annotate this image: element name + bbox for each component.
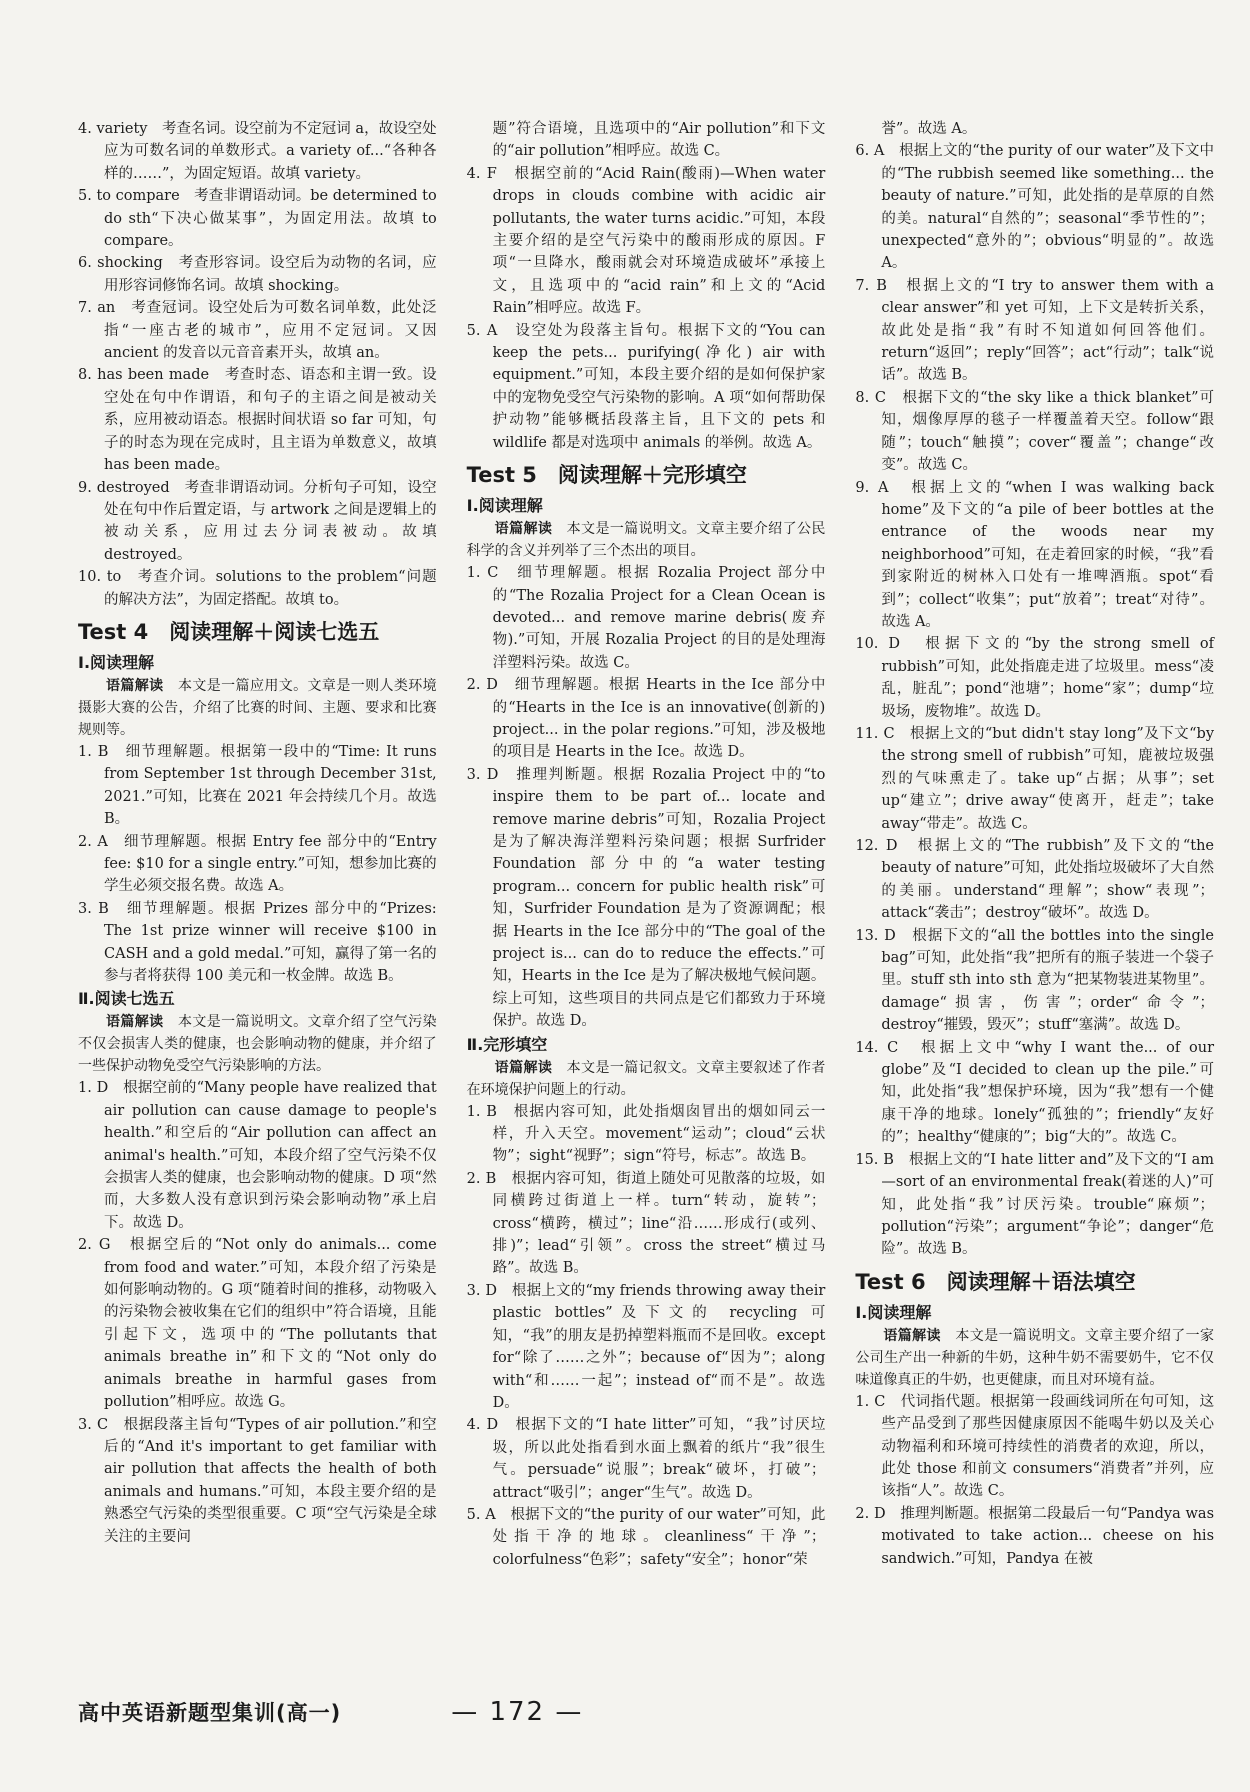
- summary-label: 语篇解读: [106, 1014, 164, 1031]
- answer-item: 3. D 推理判断题。根据 Rozalia Project 中的“to inspire them to be part of... locate and remove marine debris”可知，Rozalia Project 是为了解决海洋塑料污染问题；根据 Surfrider Foundation 部分中的“a water testing program... concern for public health risk”可知，Surfrider Foundation 是为了资源调配；根据 Hearts in the Ice 部分中的“The goal of the project is... can do to reduce the effects.”可知，Hearts in the Ice 是为了解决极地气候问题。综上可知，这些项目的共同点是它们都致力于环境保护。故选 D。: [466, 766, 826, 1030]
- answer-item: 14. C 根据上文中“why I want the... of our globe”及“I decided to clean up the pile.”可知，此处指“我”想保护环境，因为“我”想有一个健康干净的地球。lonely“孤独的”；friendly“友好的”；healthy“健康的”；big“大的”。故选 C。: [855, 1039, 1215, 1146]
- answer-list-grammar: [78, 118, 437, 611]
- answer-item: 11. C 根据上文的“but didn't stay long”及下文“by the strong smell of rubbish”可知，鹿被垃圾强烈的气味熏走了。take up“占据；从事”；set up“建立”；drive away“使离开，赶走”；take away“带走”。故选 C。: [855, 725, 1215, 832]
- summary-text: 本文是一篇记叙文。文章主要叙述了作者在环境保护问题上的行动。: [466, 1059, 826, 1098]
- answer-item: 誉”。故选 A。: [881, 121, 977, 137]
- answer-item: 7. B 根据上文的“I try to answer them with a clear answer”和 yet 可知，上下文是转折关系，故此处是指“我”有时不知道如何回答他们。return“返回”；reply“回答”；act“行动”；talk“说话”。故选 B。: [855, 277, 1215, 384]
- columns: [78, 118, 1214, 1658]
- column-1: [78, 118, 437, 1658]
- answer-item: 6. shocking 考查形容词。设空后为动物的名词，应用形容词修饰名词。故填 shocking。: [78, 255, 437, 294]
- answer-item: 12. D 根据上文的“The rubbish”及下文的“the beauty of nature”可知，此处指垃圾破坏了大自然的美丽。understand“理解”；show“表现”；attack“袭击”；destroy“破坏”。故选 D。: [855, 838, 1215, 922]
- answer-item: 1. D 根据空前的“Many people have realized that air pollution can cause damage to people's health.”和空后的“Air pollution can affect an animal's health.”可知，本段介绍了空气污染不仅会损害人类的健康，也会影响动物的健康。D 项“然而，大多数人没有意识到污染会影响动物”承上启下。故选 D。: [78, 1080, 437, 1231]
- answer-item: 2. B 根据内容可知，街道上随处可见散落的垃圾，如同横跨过街道上一样。turn“转动，旋转”；cross“横跨，横过”；line“沿……形成行(或列、排)”；lead“引领”。cross the street“横过马路”。故选 B。: [466, 1170, 826, 1277]
- test-6-heading: Test 6 阅读理解＋语法填空: [855, 1269, 1136, 1294]
- answer-item: 4. D 根据下文的“I hate litter”可知，“我”讨厌垃圾，所以此处指看到水面上飘着的纸片“我”很生气。persuade“说服”；break“破坏，打破”；attract“吸引”；anger“生气”。故选 D。: [466, 1417, 826, 1501]
- column-3: [855, 118, 1214, 1658]
- summary-label: 语篇解读: [106, 677, 164, 694]
- answer-item: 10. D 根据下文的“by the strong smell of rubbish”可知，此处指鹿走进了垃圾里。mess“凌乱，脏乱”；pond“池塘”；home“家”；dump“垃圾场，废物堆”。故选 D。: [855, 636, 1215, 720]
- answer-item: 9. destroyed 考查非谓语动词。分析句子可知，设空处在句中作后置定语，与 artwork 之间是逻辑上的被动关系，应用过去分词表被动。故填 destroyed。: [78, 479, 437, 563]
- column-2: [467, 118, 826, 1658]
- passage-summary: [78, 675, 437, 741]
- answer-item: 2. G 根据空后的“Not only do animals... come from food and water.”可知，本段介绍了污染是如何影响动物的。G 项“随着时间的推移，动物吸入的污染物会被收集在它们的组织中”符合语境，且能引起下文，选项中的“The pollutants that animals breathe in”和下文的“Not only do animals breathe in harmful gases from pollution”相呼应。故选 G。: [78, 1237, 437, 1411]
- section-heading: Ⅰ.阅读理解: [78, 652, 155, 672]
- answer-item: 2. D 推理判断题。根据第二段最后一句“Pandya was motivated to take action... cheese on his sandwich.”可知，Pandya 在被: [855, 1505, 1215, 1567]
- answer-item: 8. C 根据下文的“the sky like a thick blanket”可知，烟像厚厚的毯子一样覆盖着天空。follow“跟随”；touch“触摸”；cover“覆盖”；change“改变”。故选 C。: [855, 389, 1215, 474]
- answer-item: 3. B 细节理解题。根据 Prizes 部分中的“Prizes: The 1st prize winner will receive $100 in CASH and a gold medal.”可知，赢得了第一名的参与者将获得 100 美元和一枚金牌。故选 B。: [78, 900, 437, 984]
- answer-item: 2. D 细节理解题。根据 Hearts in the Ice 部分中的“Hearts in the Ice is an innovative(创新的) project... in the polar regions.”可知，涉及极地的项目是 Hearts in the Ice。故选 D。: [466, 677, 826, 761]
- answer-item: 9. A 根据上文的“when I was walking back home”及下文的“a pile of beer bottles at the entrance of the woods near my neighborhood”可知，在走着回家的时候，“我”看到家附近的树林入口处有一堆啤酒瓶。spot“看到”；collect“收集”；put“放着”；treat“对待”。故选 A。: [855, 479, 1215, 630]
- summary-text: 本文是一篇说明文。文章介绍了空气污染不仅会损害人类的健康，也会影响动物的健康，并介绍了一些保护动物免受空气污染影响的方法。: [78, 1014, 437, 1075]
- passage-summary: [467, 1057, 826, 1101]
- answer-item: 8. has been made 考查时态、语态和主谓一致。设空处在句中作谓语，和句子的主语之间是被动关系，应用被动语态。根据时间状语 so far 可知，句子的时态为现在完成时，且主语为单数意义，故填 has been made。: [78, 367, 437, 474]
- book-title: 高中英语新题型集训(高一): [78, 1701, 342, 1725]
- answer-item: 1. C 代词指代题。根据第一段画线词所在句可知，这些产品受到了那些因健康原因不能喝牛奶以及关心动物福利和环境可持续性的消费者的欢迎，所以，此处 those 和前文 consumers“消费者”并列，应该指“人”。故选 C。: [855, 1393, 1215, 1500]
- section-heading: Ⅰ.阅读理解: [466, 496, 543, 516]
- test-4-heading: Test 4 阅读理解＋阅读七选五: [78, 619, 380, 644]
- summary-text: 本文是一篇说明文。文章主要介绍了一家公司生产出一种新的牛奶，这种牛奶不需要奶牛，它不仅味道像真正的牛奶，也更健康，而且对环境有益。: [855, 1327, 1215, 1388]
- section-heading: Ⅱ.阅读七选五: [78, 989, 175, 1009]
- summary-text: 本文是一篇应用文。文章是一则人类环境摄影大赛的公告，介绍了比赛的时间、主题、要求和比赛规则等。: [78, 677, 437, 738]
- passage-summary: [467, 518, 826, 562]
- answer-item: 5. A 根据下文的“the purity of our water”可知，此处指干净的地球。cleanliness“干净”；colorfulness“色彩”；safety“安全”；honor“荣: [466, 1506, 826, 1568]
- passage-summary: [78, 1011, 437, 1077]
- page-number: — 172 —: [451, 1697, 584, 1727]
- answer-item: 1. B 根据内容可知，此处指烟囱冒出的烟如同云一样，升入天空。movement“运动”；cloud“云状物”；sight“视野”；sign“符号，标志”。故选 B。: [466, 1103, 826, 1165]
- answer-item: 3. C 根据段落主旨句“Types of air pollution.”和空后的“And it's important to get familiar with air pollution that affects the health of both animals and humans.”可知，本段主要介绍的是熟悉空气污染的类型很重要。C 项“空气污染是全球关注的主要问: [78, 1416, 437, 1545]
- section-heading: Ⅰ.阅读理解: [855, 1302, 932, 1322]
- summary-label: 语篇解读: [883, 1327, 941, 1344]
- answer-item: 6. A 根据上文的“the purity of our water”及下文中的“The rubbish seemed like something... the beauty of nature.”可知，此处指的是草原的自然的美。natural“自然的”；seasonal“季节性的”；unexpected“意外的”；obvious“明显的”。故选 A。: [855, 143, 1215, 272]
- answer-item: 4. F 根据空前的“Acid Rain(酸雨)—When water drops in clouds combine with acidic air pollutants, the water turns acidic.”可知，本段主要介绍的是空气污染中的酸雨形成的原因。F 项“一旦降水，酸雨就会对环境造成破坏”承接上文，且选项中的“acid rain”和上文的“Acid Rain”相呼应。故选 F。: [466, 165, 826, 317]
- answer-item: 4. variety 考查名词。设空前为不定冠词 a，故设空处应为可数名词的单数形式。a variety of...“各种各样的……”，为固定短语。故填 variety。: [78, 121, 437, 182]
- answer-item: 15. B 根据上文的“I hate litter and”及下文的“I am—sort of an environmental freak(着迷的人)”可知，此处指“我”讨厌污染。trouble“麻烦”；pollution“污染”；argument“争论”；danger“危险”。故选 B。: [855, 1151, 1215, 1258]
- test-5-heading: Test 5 阅读理解＋完形填空: [466, 463, 747, 488]
- answer-item: 3. D 根据上文的“my friends throwing away their plastic bottles”及下文的 recycling 可知，“我”的朋友是扔掉塑料瓶而不是回收。except for“除了……之外”；because of“因为”；along with“和……一起”；instead of“而不是”。故选 D。: [466, 1282, 826, 1411]
- answer-item: 2. A 细节理解题。根据 Entry fee 部分中的“Entry fee: $10 for a single entry.”可知，想参加比赛的学生必须交报名费。故选 A。: [78, 833, 437, 895]
- page-footer: [78, 1697, 1214, 1727]
- answer-item: 10. to 考查介词。solutions to the problem“问题的解决方法”，为固定搭配。故填 to。: [78, 569, 437, 608]
- answer-item: 题”符合语境，且选项中的“Air pollution”和下文的“air pollution”相呼应。故选 C。: [492, 121, 826, 160]
- answer-item: 7. an 考查冠词。设空处后为可数名词单数，此处泛指“一座古老的城市”，应用不定冠词。又因 ancient 的发音以元音音素开头，故填 an。: [78, 300, 437, 362]
- answer-item: 5. to compare 考查非谓语动词。be determined to do sth“下决心做某事”，为固定用法。故填 to compare。: [78, 188, 437, 250]
- answer-item: 1. C 细节理解题。根据 Rozalia Project 部分中的“The Rozalia Project for a Clean Ocean is devoted... and remove marine debris(废弃物).”可知，开展 Rozalia Project 的目的是处理海洋塑料污染。故选 C。: [466, 565, 826, 671]
- summary-label: 语篇解读: [494, 1059, 553, 1076]
- summary-text: 本文是一篇说明文。文章主要介绍了公民科学的含义并列举了三个杰出的项目。: [466, 521, 826, 560]
- answer-item: 1. B 细节理解题。根据第一段中的“Time: It runs from September 1st through December 31st, 2021.”可知，比赛在 2021 年会持续几个月。故选 B。: [78, 743, 437, 828]
- section-heading: Ⅱ.完形填空: [466, 1034, 548, 1054]
- answer-item: 13. D 根据下文的“all the bottles into the single bag”可知，此处指“我”把所有的瓶子装进一个袋子里。stuff sth into sth 意为“把某物装进某物里”。damage“损害，伤害”；order“命令”；destroy“摧毁，毁灭”；stuff“塞满”。故选 D。: [855, 927, 1215, 1034]
- answer-item: 5. A 设空处为段落主旨句。根据下文的“You can keep the pets... purifying(净化) air with equipment.”可知，本段主要介绍的是如何保护家中的宠物免受空气污染物的影响。A 项“如何帮助保护动物”能够概括段落主旨，且下文的 pets 和 wildlife 都是对选项中 animals 的举例。故选 A。: [466, 322, 826, 451]
- passage-summary: [855, 1325, 1214, 1391]
- summary-label: 语篇解读: [494, 521, 553, 538]
